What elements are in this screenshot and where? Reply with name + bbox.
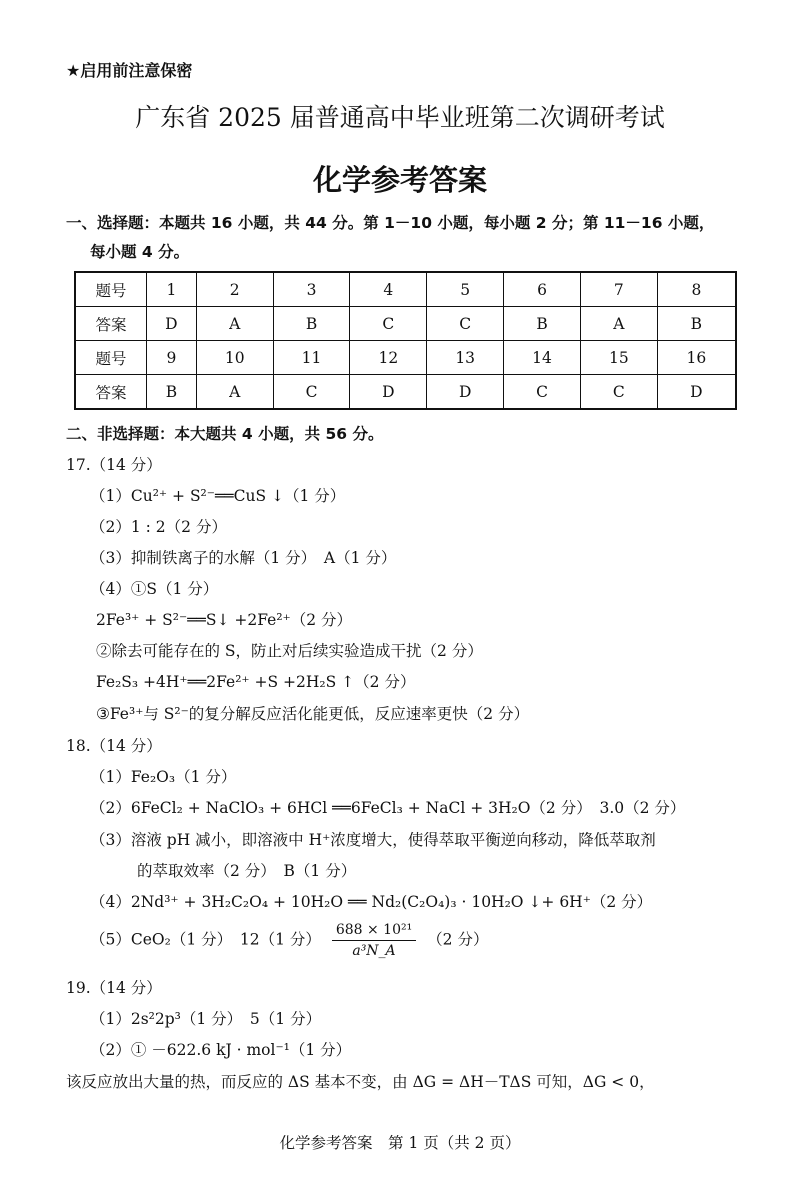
table-row-header: 题号: [75, 341, 147, 375]
q18-line-2: （2）6FeCl₂ + NaClO₃ + 6HCl ══6FeCl₃ + NaCl + 3H₂O（2 分） 3.0（2 分）: [90, 799, 686, 817]
q18-line-5-text: （5）CeO₂（1 分） 12（1 分）: [90, 930, 321, 949]
table-cell: A: [196, 375, 273, 410]
q18-line-4: （4）2Nd³⁺ + 3H₂C₂O₄ + 10H₂O ══ Nd₂(C₂O₄)₃ · 10H₂O ↓+ 6H⁺（2 分）: [90, 893, 653, 911]
table-row-header: 答案: [75, 375, 147, 410]
q17-line-4: （4）①S（1 分）: [90, 580, 219, 598]
table-cell: 11: [273, 341, 350, 375]
q18-line-5-score: （2 分）: [427, 930, 489, 949]
table-row: [75, 272, 736, 307]
q17-heading: 17.（14 分）: [66, 456, 162, 474]
table-cell: A: [196, 307, 273, 341]
page-title: 化学参考答案: [312, 163, 487, 197]
table-cell: 7: [580, 272, 657, 307]
table-cell: 5: [427, 272, 504, 307]
table-cell: 3: [273, 272, 350, 307]
table-cell: D: [657, 375, 736, 410]
section1-heading: 一、选择题：本题共 16 小题，共 44 分。第 1－10 小题，每小题 2 分；第 11－16 小题，: [66, 214, 715, 232]
q18-heading: 18.（14 分）: [66, 737, 162, 755]
table-row-header: 题号: [75, 272, 147, 307]
table-cell: 15: [580, 341, 657, 375]
q18-line-3-cont: 的萃取效率（2 分） B（1 分）: [137, 862, 357, 880]
table-row: [75, 375, 736, 410]
q17-line-7: Fe₂S₃ +4H⁺══2Fe²⁺ +S +2H₂S ↑（2 分）: [96, 673, 416, 691]
q18-line-3: （3）溶液 pH 减小，即溶液中 H⁺浓度增大，使得萃取平衡逆向移动，降低萃取剂: [90, 831, 656, 849]
table-cell: B: [504, 307, 581, 341]
table-cell: 9: [147, 341, 197, 375]
table-cell: D: [147, 307, 197, 341]
table-cell: 10: [196, 341, 273, 375]
q17-line-3: （3）抑制铁离子的水解（1 分） A（1 分）: [90, 549, 397, 567]
table-cell: 4: [350, 272, 427, 307]
density-fraction: [332, 922, 416, 959]
fraction-numerator: 688 × 10²¹: [332, 922, 416, 941]
q19-line-3: 该反应放出大量的热，而反应的 ΔS 基本不变，由 ΔG = ΔH－TΔS 可知，ΔG < 0，: [66, 1073, 655, 1091]
table-cell: 6: [504, 272, 581, 307]
answer-table: [74, 271, 737, 410]
table-cell: B: [147, 375, 197, 410]
table-cell: 16: [657, 341, 736, 375]
table-cell: C: [504, 375, 581, 410]
q17-line-6: ②除去可能存在的 S，防止对后续实验造成干扰（2 分）: [96, 642, 483, 660]
table-row: [75, 341, 736, 375]
section1-heading-cont: 每小题 4 分。: [90, 243, 190, 261]
section2-heading: 二、非选择题：本大题共 4 小题，共 56 分。: [66, 425, 384, 443]
q19-heading: 19.（14 分）: [66, 979, 162, 997]
table-row-header: 答案: [75, 307, 147, 341]
q19-line-1: （1）2s²2p³（1 分） 5（1 分）: [90, 1010, 322, 1028]
table-cell: B: [273, 307, 350, 341]
q17-line-2: （2）1 : 2（2 分）: [90, 518, 227, 536]
table-cell: A: [580, 307, 657, 341]
page-footer: 化学参考答案 第 1 页（共 2 页）: [279, 1134, 521, 1152]
q17-line-8: ③Fe³⁺与 S²⁻的复分解反应活化能更低，反应速率更快（2 分）: [96, 705, 530, 723]
exam-title: 广东省 2025 届普通高中毕业班第二次调研考试: [135, 103, 665, 132]
table-cell: 1: [147, 272, 197, 307]
table-cell: C: [350, 307, 427, 341]
q18-line-1: （1）Fe₂O₃（1 分）: [90, 768, 237, 786]
table-cell: 14: [504, 341, 581, 375]
table-cell: 12: [350, 341, 427, 375]
table-cell: C: [427, 307, 504, 341]
table-cell: 8: [657, 272, 736, 307]
q18-line-5: [90, 922, 488, 959]
table-cell: C: [273, 375, 350, 410]
table-row: [75, 307, 736, 341]
table-cell: 2: [196, 272, 273, 307]
q19-line-2: （2）① －622.6 kJ · mol⁻¹（1 分）: [90, 1041, 352, 1059]
q17-line-1: （1）Cu²⁺ + S²⁻══CuS ↓（1 分）: [90, 487, 346, 505]
fraction-denominator: a³N_A: [352, 943, 396, 959]
table-cell: C: [580, 375, 657, 410]
q17-line-5: 2Fe³⁺ + S²⁻══S↓ +2Fe²⁺（2 分）: [96, 611, 352, 629]
table-cell: D: [350, 375, 427, 410]
table-cell: B: [657, 307, 736, 341]
table-cell: 13: [427, 341, 504, 375]
confidential-notice: ★启用前注意保密: [66, 61, 193, 80]
table-cell: D: [427, 375, 504, 410]
